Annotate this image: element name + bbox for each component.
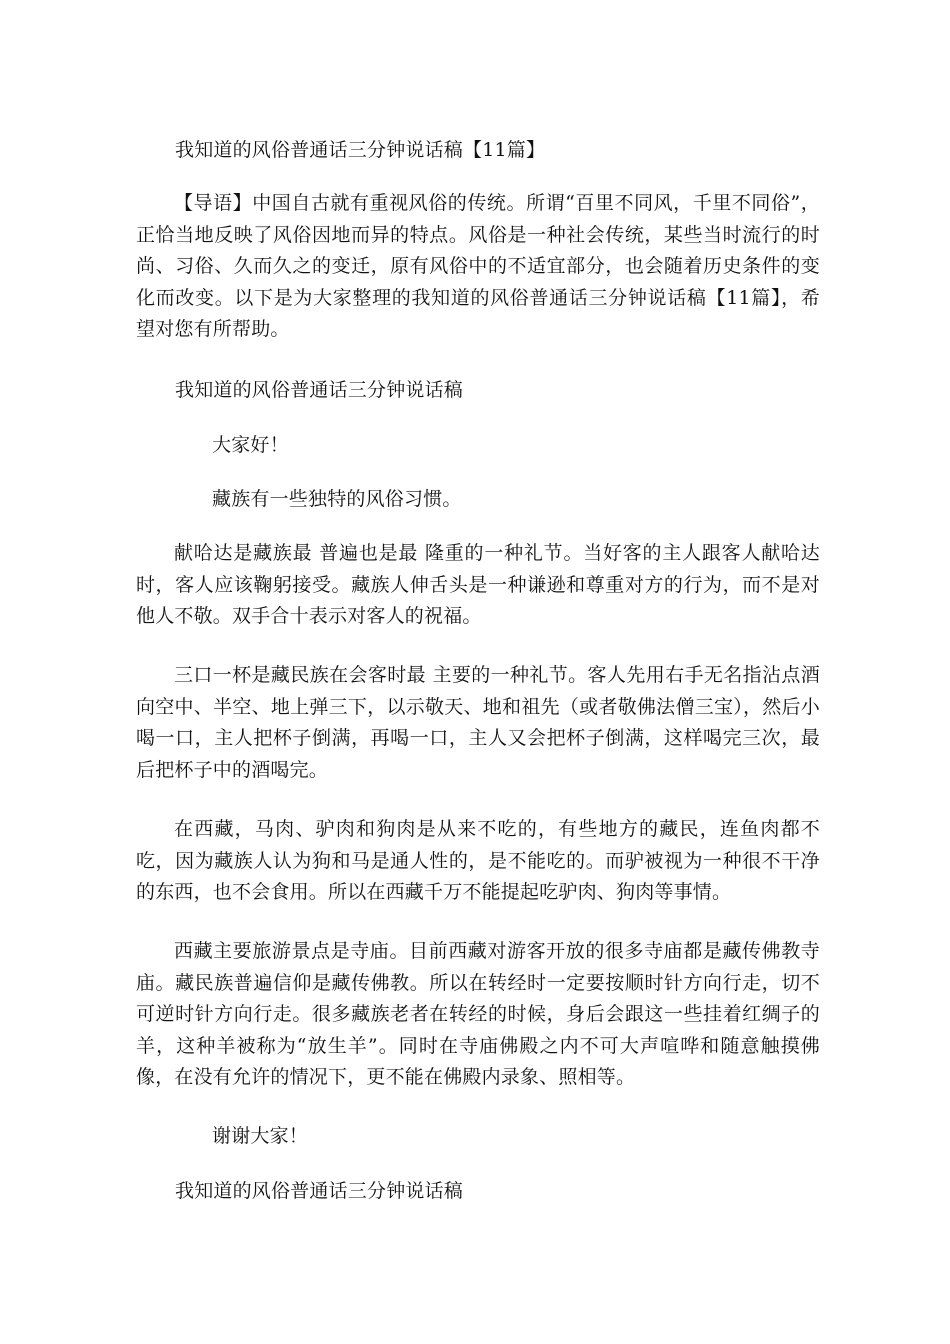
- closing-text: 谢谢大家！: [212, 1125, 309, 1147]
- intro-paragraph: 【导语】中国自古就有重视风俗的传统。所谓“百里不同风，千里不同俗”，正恰当地反映了风俗因地而异的特点。风俗是一种社会传统，某些当时流行的时尚、习俗、久而久之的变迁，原有风俗中的不适宜部分，也会随着历史条件的变化而改变。以下是为大家整理的我知道的风俗普通话三分钟说话稿【11篇】，希望对您有所帮助。: [136, 192, 820, 340]
- paragraph-2: 献哈达是藏族最 普遍也是最 隆重的一种礼节。当好客的主人跟客人献哈达时，客人应该鞠躬接受。藏族人伸舌头是一种谦逊和尊重对方的行为，而不是对他人不敬。双手合十表示对客人的祝福。: [136, 542, 820, 627]
- paragraph-4: 在西藏，马肉、驴肉和狗肉是从来不吃的，有些地方的藏民，连鱼肉都不吃，因为藏族人认为狗和马是通人性的，是不能吃的。而驴被视为一种很不干净的东西，也不会食用。所以在西藏千万不能提起吃驴肉、狗肉等事情。: [136, 818, 820, 903]
- paragraph-1: 藏族有一些独特的风俗习惯。: [212, 488, 462, 510]
- greeting-text: 大家好！: [212, 434, 289, 456]
- section-heading-1: 我知道的风俗普通话三分钟说话稿: [175, 379, 464, 401]
- section-heading-2: 我知道的风俗普通话三分钟说话稿: [175, 1180, 464, 1202]
- paragraph-3: 三口一杯是藏民族在会客时最 主要的一种礼节。客人先用右手无名指沾点酒向空中、半空、地上弹三下，以示敬天、地和祖先（或者敬佛法僧三宝），然后小喝一口，主人把杯子倒满，再喝一口，主人又会把杯子倒满，这样喝完三次，最 后把杯子中的酒喝完。: [136, 664, 820, 781]
- document-title: 我知道的风俗普通话三分钟说话稿【11篇】: [175, 139, 546, 161]
- paragraph-5: 西藏主要旅游景点是寺庙。目前西藏对游客开放的很多寺庙都是藏传佛教寺庙。藏民族普遍信仰是藏传佛教。所以在转经时一定要按顺时针方向行走，切不可逆时针方向行走。很多藏族老者在转经的时候，身后会跟这一些挂着红绸子的羊，这种羊被称为“放生羊”。同时在寺庙佛殿之内不可大声喧哗和随意触摸佛像，在没有允许的情况下，更不能在佛殿内录象、照相等。: [136, 940, 820, 1088]
